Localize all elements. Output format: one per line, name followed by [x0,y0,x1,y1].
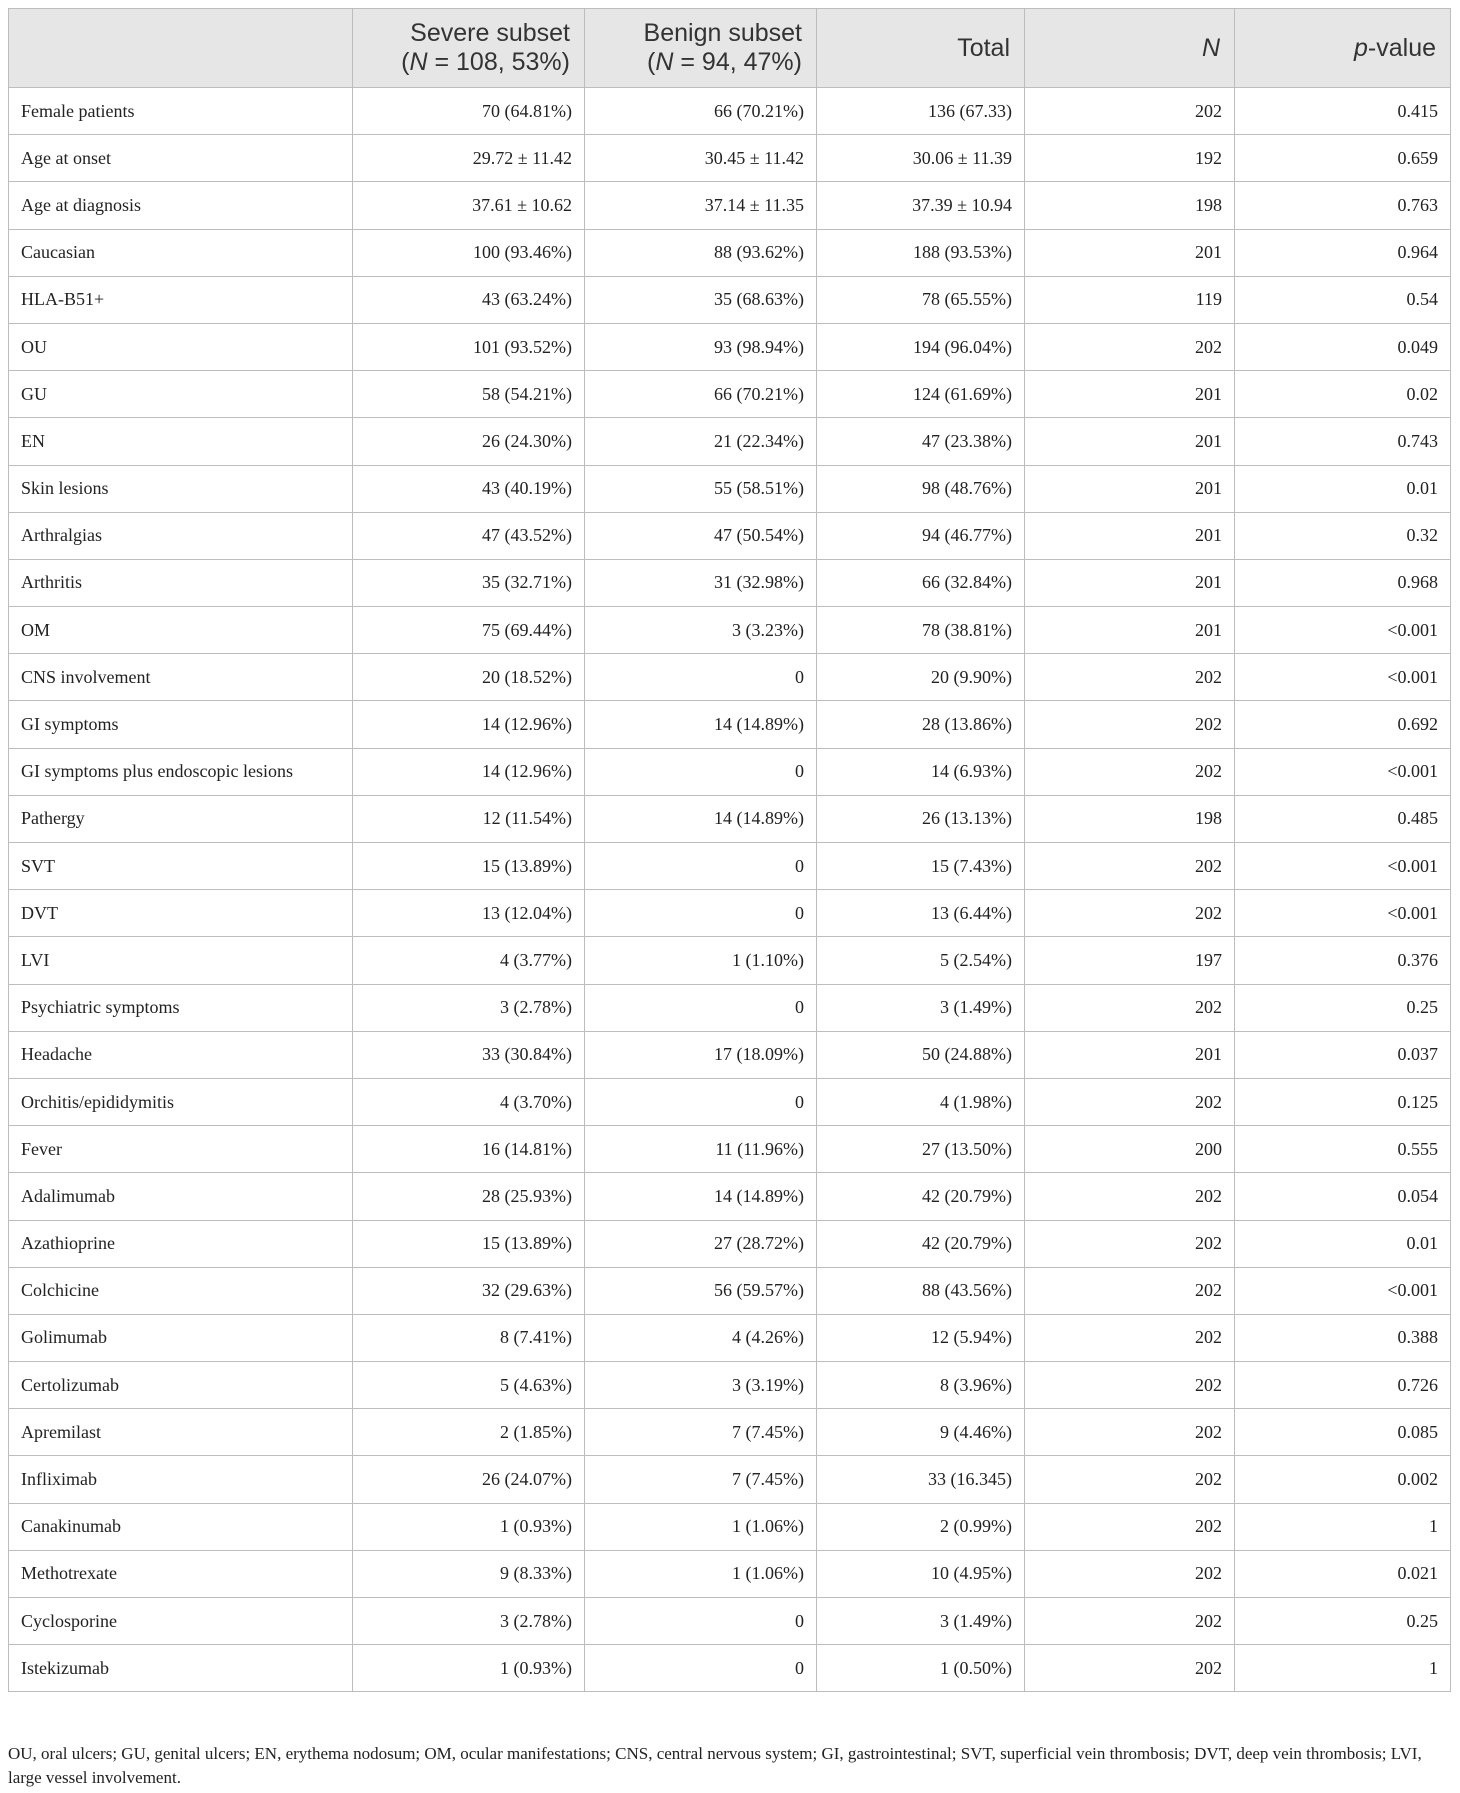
cell-n: 202 [1025,1078,1235,1125]
table-row [9,1456,1451,1503]
cell-variable: Infliximab [9,1456,353,1503]
cell-p-value: 0.54 [1235,276,1451,323]
table-row [9,795,1451,842]
cell-benign: 66 (70.21%) [585,371,817,418]
cell-n: 202 [1025,701,1235,748]
cell-p-value: 0.692 [1235,701,1451,748]
table-body [9,88,1451,1692]
cell-variable: Orchitis/epididymitis [9,1078,353,1125]
cell-benign: 35 (68.63%) [585,276,817,323]
cell-p-value: <0.001 [1235,890,1451,937]
cell-variable: Canakinumab [9,1503,353,1550]
cell-benign: 47 (50.54%) [585,512,817,559]
header-severe-subset [353,9,585,88]
cell-severe: 3 (2.78%) [353,1598,585,1645]
cell-p-value: 0.388 [1235,1314,1451,1361]
table-row [9,607,1451,654]
cell-p-value: 0.125 [1235,1078,1451,1125]
cell-p-value: 0.763 [1235,182,1451,229]
cell-benign: 0 [585,1645,817,1692]
cell-severe: 5 (4.63%) [353,1362,585,1409]
cell-benign: 30.45 ± 11.42 [585,135,817,182]
cell-variable: Fever [9,1126,353,1173]
header-total: Total [817,9,1025,88]
table-row [9,1267,1451,1314]
data-table [8,8,1451,1692]
cell-variable: LVI [9,937,353,984]
header-severe-n: N [409,48,428,76]
cell-total: 37.39 ± 10.94 [817,182,1025,229]
cell-severe: 4 (3.70%) [353,1078,585,1125]
cell-variable: Methotrexate [9,1550,353,1597]
cell-severe: 20 (18.52%) [353,654,585,701]
cell-severe: 58 (54.21%) [353,371,585,418]
cell-total: 20 (9.90%) [817,654,1025,701]
cell-benign: 0 [585,1078,817,1125]
cell-p-value: 0.002 [1235,1456,1451,1503]
table-row [9,1078,1451,1125]
cell-p-value: 0.085 [1235,1409,1451,1456]
cell-n: 200 [1025,1126,1235,1173]
table-row [9,323,1451,370]
table-row [9,512,1451,559]
cell-benign: 4 (4.26%) [585,1314,817,1361]
header-severe-title: Severe subset [410,19,570,47]
table-header [9,9,1451,88]
cell-p-value: 0.968 [1235,559,1451,606]
table-row [9,1645,1451,1692]
cell-severe: 12 (11.54%) [353,795,585,842]
cell-p-value: 0.415 [1235,88,1451,135]
cell-total: 27 (13.50%) [817,1126,1025,1173]
cell-total: 9 (4.46%) [817,1409,1025,1456]
cell-severe: 3 (2.78%) [353,984,585,1031]
cell-variable: Azathioprine [9,1220,353,1267]
cell-benign: 11 (11.96%) [585,1126,817,1173]
cell-p-value: 0.32 [1235,512,1451,559]
cell-total: 50 (24.88%) [817,1031,1025,1078]
cell-n: 192 [1025,135,1235,182]
table-row [9,182,1451,229]
cell-p-value: 0.037 [1235,1031,1451,1078]
header-benign-paren: ( [647,48,656,76]
cell-n: 202 [1025,1645,1235,1692]
cell-total: 98 (48.76%) [817,465,1025,512]
cell-total: 26 (13.13%) [817,795,1025,842]
header-row [9,9,1451,88]
cell-severe: 15 (13.89%) [353,1220,585,1267]
cell-severe: 43 (40.19%) [353,465,585,512]
cell-total: 14 (6.93%) [817,748,1025,795]
cell-n: 202 [1025,843,1235,890]
cell-severe: 100 (93.46%) [353,229,585,276]
cell-total: 3 (1.49%) [817,1598,1025,1645]
table-row [9,984,1451,1031]
table-row [9,418,1451,465]
header-n: N [1025,9,1235,88]
cell-n: 202 [1025,1314,1235,1361]
table-row [9,1362,1451,1409]
cell-p-value: <0.001 [1235,1267,1451,1314]
cell-n: 202 [1025,890,1235,937]
cell-p-value: 0.726 [1235,1362,1451,1409]
cell-variable: Cyclosporine [9,1598,353,1645]
header-p: p [1354,33,1368,62]
header-p-value [1235,9,1451,88]
cell-benign: 88 (93.62%) [585,229,817,276]
cell-p-value: 0.743 [1235,418,1451,465]
cell-p-value: 0.021 [1235,1550,1451,1597]
cell-benign: 7 (7.45%) [585,1409,817,1456]
cell-variable: DVT [9,890,353,937]
cell-total: 42 (20.79%) [817,1220,1025,1267]
cell-variable: Female patients [9,88,353,135]
cell-benign: 1 (1.06%) [585,1503,817,1550]
cell-variable: Adalimumab [9,1173,353,1220]
cell-severe: 37.61 ± 10.62 [353,182,585,229]
cell-total: 5 (2.54%) [817,937,1025,984]
cell-variable: Arthralgias [9,512,353,559]
table-row [9,843,1451,890]
cell-benign: 3 (3.23%) [585,607,817,654]
cell-total: 28 (13.86%) [817,701,1025,748]
cell-total: 78 (65.55%) [817,276,1025,323]
table-row [9,890,1451,937]
cell-total: 136 (67.33) [817,88,1025,135]
table-row [9,937,1451,984]
cell-p-value: 1 [1235,1645,1451,1692]
cell-severe: 4 (3.77%) [353,937,585,984]
cell-variable: GI symptoms plus endoscopic lesions [9,748,353,795]
header-variable [9,9,353,88]
table-row [9,88,1451,135]
cell-benign: 14 (14.89%) [585,701,817,748]
cell-benign: 1 (1.06%) [585,1550,817,1597]
cell-benign: 0 [585,890,817,937]
cell-n: 198 [1025,795,1235,842]
cell-benign: 31 (32.98%) [585,559,817,606]
cell-total: 194 (96.04%) [817,323,1025,370]
cell-n: 202 [1025,748,1235,795]
cell-total: 10 (4.95%) [817,1550,1025,1597]
cell-p-value: <0.001 [1235,654,1451,701]
cell-n: 201 [1025,1031,1235,1078]
table-row [9,1409,1451,1456]
cell-severe: 75 (69.44%) [353,607,585,654]
cell-n: 202 [1025,1550,1235,1597]
cell-n: 197 [1025,937,1235,984]
cell-benign: 0 [585,654,817,701]
cell-benign: 37.14 ± 11.35 [585,182,817,229]
cell-n: 202 [1025,654,1235,701]
cell-severe: 14 (12.96%) [353,748,585,795]
table-row [9,1031,1451,1078]
cell-p-value: 0.01 [1235,1220,1451,1267]
header-value: -value [1367,33,1436,62]
cell-severe: 9 (8.33%) [353,1550,585,1597]
cell-n: 202 [1025,1220,1235,1267]
cell-n: 201 [1025,418,1235,465]
header-severe-paren: ( [401,48,410,76]
cell-n: 202 [1025,1598,1235,1645]
cell-total: 4 (1.98%) [817,1078,1025,1125]
cell-n: 202 [1025,1362,1235,1409]
cell-benign: 17 (18.09%) [585,1031,817,1078]
cell-benign: 55 (58.51%) [585,465,817,512]
cell-severe: 13 (12.04%) [353,890,585,937]
cell-variable: HLA-B51+ [9,276,353,323]
cell-total: 42 (20.79%) [817,1173,1025,1220]
cell-severe: 70 (64.81%) [353,88,585,135]
table-row [9,1126,1451,1173]
cell-variable: Caucasian [9,229,353,276]
table-row [9,229,1451,276]
cell-p-value: <0.001 [1235,748,1451,795]
cell-severe: 29.72 ± 11.42 [353,135,585,182]
cell-variable: Colchicine [9,1267,353,1314]
cell-n: 201 [1025,559,1235,606]
cell-total: 188 (93.53%) [817,229,1025,276]
cell-total: 30.06 ± 11.39 [817,135,1025,182]
cell-n: 202 [1025,1409,1235,1456]
cell-benign: 0 [585,748,817,795]
cell-total: 88 (43.56%) [817,1267,1025,1314]
table-row [9,701,1451,748]
cell-severe: 32 (29.63%) [353,1267,585,1314]
cell-severe: 15 (13.89%) [353,843,585,890]
cell-severe: 26 (24.30%) [353,418,585,465]
cell-severe: 16 (14.81%) [353,1126,585,1173]
table-footnote: OU, oral ulcers; GU, genital ulcers; EN, erythema nodosum; OM, ocular manifestations; CNS, central nervous system; GI, gastrointestinal; SVT, superficial vein thrombosis; DVT, deep vein thrombosis; LVI, large vessel involvement. [8,1744,1422,1787]
cell-total: 8 (3.96%) [817,1362,1025,1409]
cell-variable: Skin lesions [9,465,353,512]
cell-variable: Headache [9,1031,353,1078]
cell-n: 202 [1025,1267,1235,1314]
cell-n: 201 [1025,465,1235,512]
cell-p-value: 0.049 [1235,323,1451,370]
table-row [9,559,1451,606]
cell-n: 201 [1025,512,1235,559]
cell-benign: 66 (70.21%) [585,88,817,135]
cell-variable: GI symptoms [9,701,353,748]
header-benign-subset [585,9,817,88]
cell-p-value: <0.001 [1235,607,1451,654]
header-benign-n: N [655,48,674,76]
table-row [9,1173,1451,1220]
cell-n: 202 [1025,88,1235,135]
cell-total: 66 (32.84%) [817,559,1025,606]
cell-total: 47 (23.38%) [817,418,1025,465]
cell-variable: Certolizumab [9,1362,353,1409]
cell-benign: 27 (28.72%) [585,1220,817,1267]
cell-benign: 0 [585,1598,817,1645]
table-row [9,1550,1451,1597]
cell-variable: OU [9,323,353,370]
cell-n: 119 [1025,276,1235,323]
cell-benign: 93 (98.94%) [585,323,817,370]
cell-severe: 101 (93.52%) [353,323,585,370]
cell-n: 202 [1025,984,1235,1031]
cell-variable: Age at diagnosis [9,182,353,229]
cell-total: 124 (61.69%) [817,371,1025,418]
table-row [9,371,1451,418]
cell-n: 201 [1025,229,1235,276]
table-row [9,1220,1451,1267]
cell-severe: 47 (43.52%) [353,512,585,559]
cell-benign: 14 (14.89%) [585,795,817,842]
cell-total: 3 (1.49%) [817,984,1025,1031]
cell-n: 202 [1025,1456,1235,1503]
cell-variable: Apremilast [9,1409,353,1456]
cell-p-value: 0.659 [1235,135,1451,182]
table-row [9,135,1451,182]
cell-n: 201 [1025,607,1235,654]
table-row [9,276,1451,323]
cell-p-value: 0.01 [1235,465,1451,512]
cell-total: 94 (46.77%) [817,512,1025,559]
cell-p-value: <0.001 [1235,843,1451,890]
cell-total: 33 (16.345) [817,1456,1025,1503]
cell-variable: Golimumab [9,1314,353,1361]
table-row [9,465,1451,512]
cell-variable: OM [9,607,353,654]
cell-benign: 56 (59.57%) [585,1267,817,1314]
cell-total: 15 (7.43%) [817,843,1025,890]
cell-n: 198 [1025,182,1235,229]
cell-n: 201 [1025,371,1235,418]
cell-benign: 0 [585,843,817,890]
cell-severe: 43 (63.24%) [353,276,585,323]
cell-p-value: 0.376 [1235,937,1451,984]
cell-severe: 33 (30.84%) [353,1031,585,1078]
cell-benign: 7 (7.45%) [585,1456,817,1503]
cell-p-value: 0.25 [1235,1598,1451,1645]
table-row [9,1503,1451,1550]
cell-variable: Pathergy [9,795,353,842]
table-row [9,1598,1451,1645]
cell-benign: 1 (1.10%) [585,937,817,984]
cell-p-value: 1 [1235,1503,1451,1550]
cell-variable: SVT [9,843,353,890]
cell-variable: EN [9,418,353,465]
cell-variable: Age at onset [9,135,353,182]
header-benign-count: = 94, 47%) [673,48,802,76]
cell-p-value: 0.02 [1235,371,1451,418]
cell-p-value: 0.25 [1235,984,1451,1031]
cell-severe: 14 (12.96%) [353,701,585,748]
cell-n: 202 [1025,323,1235,370]
cell-p-value: 0.054 [1235,1173,1451,1220]
header-severe-count: = 108, 53%) [427,48,570,76]
cell-variable: GU [9,371,353,418]
table-row [9,748,1451,795]
cell-total: 13 (6.44%) [817,890,1025,937]
cell-total: 2 (0.99%) [817,1503,1025,1550]
cell-variable: CNS involvement [9,654,353,701]
cell-total: 1 (0.50%) [817,1645,1025,1692]
cell-benign: 0 [585,984,817,1031]
table-row [9,1314,1451,1361]
cell-severe: 26 (24.07%) [353,1456,585,1503]
cell-variable: Istekizumab [9,1645,353,1692]
cell-severe: 35 (32.71%) [353,559,585,606]
cell-p-value: 0.485 [1235,795,1451,842]
cell-severe: 1 (0.93%) [353,1645,585,1692]
table-row [9,654,1451,701]
cell-total: 78 (38.81%) [817,607,1025,654]
cell-variable: Arthritis [9,559,353,606]
cell-variable: Psychiatric symptoms [9,984,353,1031]
header-benign-title: Benign subset [643,19,802,47]
cell-severe: 28 (25.93%) [353,1173,585,1220]
cell-severe: 8 (7.41%) [353,1314,585,1361]
cell-benign: 3 (3.19%) [585,1362,817,1409]
cell-p-value: 0.964 [1235,229,1451,276]
cell-n: 202 [1025,1503,1235,1550]
cell-severe: 1 (0.93%) [353,1503,585,1550]
cell-total: 12 (5.94%) [817,1314,1025,1361]
cell-p-value: 0.555 [1235,1126,1451,1173]
cell-benign: 14 (14.89%) [585,1173,817,1220]
cell-benign: 21 (22.34%) [585,418,817,465]
cell-severe: 2 (1.85%) [353,1409,585,1456]
cell-n: 202 [1025,1173,1235,1220]
